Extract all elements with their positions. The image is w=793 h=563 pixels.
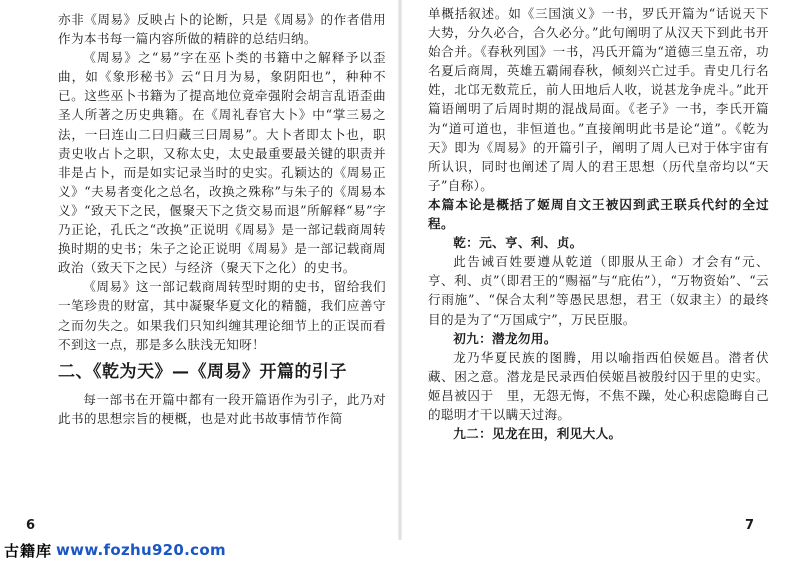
- site-url-link[interactable]: www.fozhu920.com: [56, 541, 226, 559]
- verse-jiuer: 九二：见龙在田，利见大人。: [453, 426, 622, 442]
- right-summary-paragraph: 本篇本论是概括了姬周自文王被囚到武王联兵代纣的全过程。: [428, 196, 769, 232]
- page-number-left: 6: [26, 518, 36, 533]
- site-watermark: [4, 539, 226, 561]
- left-paragraph-1: 亦非《周易》反映占卜的论断，只是《周易》的作者借用作为本书每一篇内容所做的精辟的总结归纳。: [58, 12, 386, 47]
- right-intro-paragraph: 单概括叙述。如《三国演义》一书，罗氏开篇为“话说天下大势，分久必合，合久必分。”此句阐明了从汉天下到此书开始合并。《春秋列国》一书，冯氏开篇为“道德三皇五帝，功名夏后商周，英雄五霸闹春秋，倾刻兴亡过手。青史几行名姓，北邙无数荒丘，前人田地后人收，说甚龙争虎斗。”此开篇语阐明了后周时期的混战局面。《老子》一书，李氏开篇为“道可道也，非恒道也。”直接阐明此书是论“道”。《乾为天》即为《周易》的开篇引子，阐明了周人已对于体宇宙有所认识，同时也阐述了周人的君王思想（历代皇帝均以“天子”自称）。: [428, 6, 769, 193]
- left-paragraph-4: 每一部书在开篇中都有一段开篇语作为引子，此乃对此书的思想宗旨的梗概，也是对此书故事情节作简: [58, 391, 386, 426]
- page-number-right: 7: [745, 518, 755, 533]
- right-page: [400, 0, 793, 540]
- verse-chujiu: 初九：潜龙勿用。: [453, 330, 557, 346]
- right-paragraph-1: 此告诫百姓要遵从乾道（即服从王命）才会有“元、亨、利、贞”（即君王的“赐福”与“庇佑”），“万物资始”、“云行雨施”、“保合太利”等愚民思想，君王（奴隶主）的最终目的是为了“万国咸宁”，万民臣服。: [428, 254, 769, 327]
- left-paragraph-3: 《周易》这一部记载商周转型时期的史书，留给我们一笔珍贵的财富，其中凝聚华夏文化的精髓，我们应善守之而勿失之。如果我们只知纠缠其理论细节上的正误而看不到这一点，那是多么肤浅无知呀！: [58, 279, 386, 352]
- left-paragraph-2: 《周易》之“易”字在巫卜类的书籍中之解释予以歪曲，如《象形秘书》云“日月为易，象阴阳也”，种种不已。这些巫卜书籍为了提高地位竟牵强附会胡言乱语歪曲圣人所著之历史典籍。在《周礼春官大卜》中“掌三易之法，一曰连山二曰归藏三曰周易”。大卜者即太卜也，职责史收占卜之职，又称太史，太史最重要最关键的职责并非是占卜，而是如实记录当时的史实。孔颖达的《周易正义》“夫易者变化之总名，改换之殊称”与朱子的《周易本义》“致天下之民，偃聚天下之货交易而退”所解释“易”字乃正论，孔氏之“改换”正说明《周易》是一部记载商周转换时期的史书；朱子之论正说明《周易》是一部记载商周政治（致天下之民）与经济（聚天下之化）的史书。: [58, 50, 386, 276]
- site-name: 古籍库: [4, 541, 53, 560]
- verse-qian: 乾：元、亨、利、贞。: [453, 235, 583, 251]
- left-page: [0, 0, 400, 540]
- section-heading: 二、《乾为天》—《周易》开篇的引子: [58, 361, 347, 382]
- right-paragraph-2: 龙乃华夏民族的图腾，用以喻指西伯侯姬昌。潜者伏藏、困之意。潜龙是民录西伯侯姬昌被殷纣囚于里的史实。姬昌被囚于 里，无怨无悔，不焦不躁，处心积虑隐晦自己的聪明才干以瞒天过海。: [428, 349, 769, 422]
